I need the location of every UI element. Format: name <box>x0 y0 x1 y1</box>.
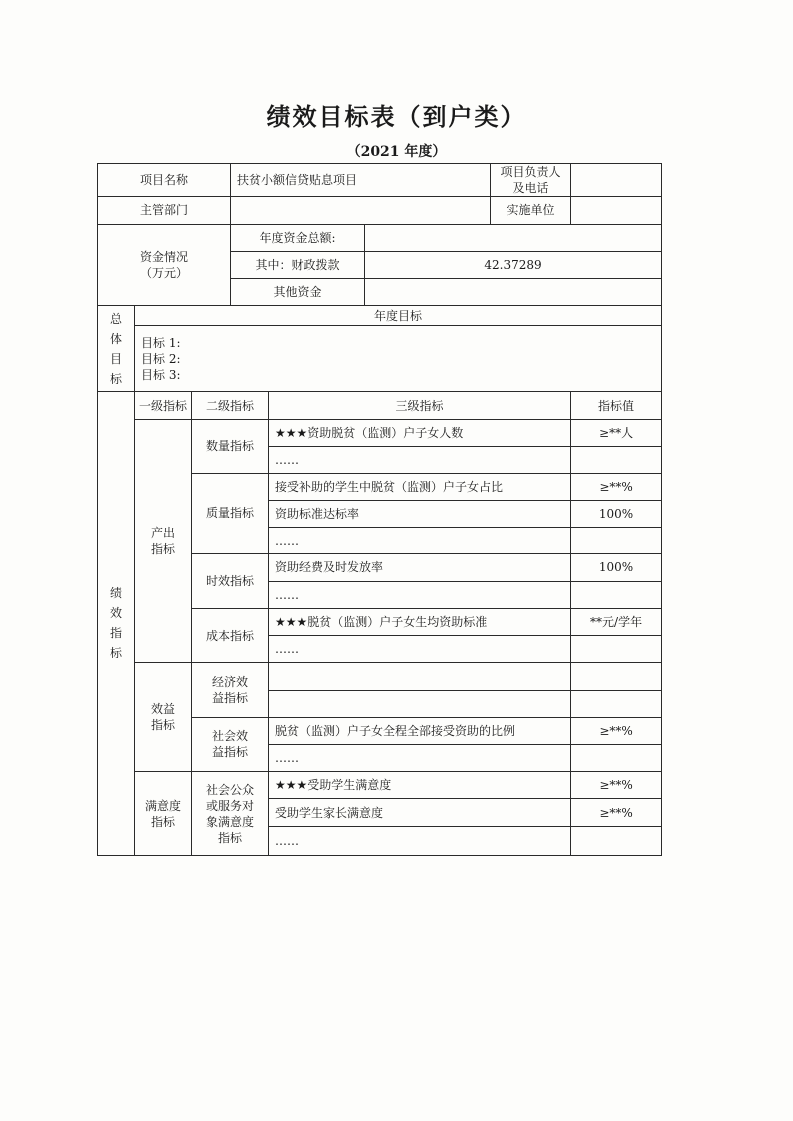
annual-goal-label: 年度目标 <box>135 306 662 326</box>
timeliness-indicator-label: 时效指标 <box>192 554 269 608</box>
performance-indicators-label-text: 绩效指标 <box>109 586 122 661</box>
performance-target-form <box>97 163 661 856</box>
quantity-value-2 <box>571 447 662 473</box>
dept-value <box>231 197 491 224</box>
cost-item-2: …… <box>269 636 571 663</box>
responsible-value <box>571 164 662 197</box>
cost-indicator-label: 成本指标 <box>192 608 269 662</box>
performance-indicators-label <box>98 391 135 855</box>
funds-total-label: 年度资金总额: <box>231 224 365 251</box>
economic-item-1 <box>269 663 571 690</box>
satisfaction-item-3: …… <box>269 826 571 855</box>
social-value-1: ≥**% <box>571 717 662 744</box>
quality-item-1: 接受补助的学生中脱贫（监测）户子女占比 <box>269 473 571 500</box>
annual-goal-header-row <box>98 306 662 326</box>
project-name-label: 项目名称 <box>98 164 231 197</box>
responsible-label: 项目负责人及电话 <box>491 164 571 197</box>
table-row <box>98 772 662 799</box>
annual-goals-row <box>98 326 662 392</box>
timeliness-item-2: …… <box>269 581 571 608</box>
quality-item-2: 资助标准达标率 <box>269 500 571 527</box>
timeliness-item-1: 资助经费及时发放率 <box>269 554 571 581</box>
impl-unit-value <box>571 197 662 224</box>
quality-value-2: 100% <box>571 500 662 527</box>
department-row <box>98 197 662 224</box>
funds-fiscal-label: 其中：财政拨款 <box>231 251 365 278</box>
timeliness-value-1: 100% <box>571 554 662 581</box>
overall-goal-label-text: 总体目标 <box>109 311 122 386</box>
dept-label: 主管部门 <box>98 197 231 224</box>
satisfaction-value-3 <box>571 826 662 855</box>
economic-benefit-label: 经济效益指标 <box>192 663 269 717</box>
benefit-indicator-label: 效益指标 <box>135 663 192 772</box>
funds-label <box>98 224 231 306</box>
document-title: 绩效目标表（到户类） <box>266 102 527 131</box>
public-satisfaction-label: 社会公众或服务对象满意度指标 <box>192 772 269 856</box>
quantity-indicator-label: 数量指标 <box>192 420 269 473</box>
satisfaction-value-1: ≥**% <box>571 772 662 799</box>
cost-item-1: ★★★脱贫（监测）户子女生均资助标准 <box>269 608 571 635</box>
cost-value-2 <box>571 636 662 663</box>
table-row <box>98 663 662 690</box>
impl-unit-label: 实施单位 <box>491 197 571 224</box>
overall-goal-label <box>98 306 135 392</box>
social-value-2 <box>571 744 662 771</box>
funds-total-value <box>365 224 662 251</box>
social-item-2: …… <box>269 744 571 771</box>
col-level3-header: 三级指标 <box>269 391 571 419</box>
col-level2-header: 二级指标 <box>192 391 269 419</box>
social-item-1: 脱贫（监测）户子女全程全部接受资助的比例 <box>269 717 571 744</box>
cost-value-1: **元/学年 <box>571 608 662 635</box>
output-indicator-label: 产出指标 <box>135 420 192 663</box>
satisfaction-indicator-label: 满意度指标 <box>135 772 192 856</box>
goal-2: 目标 2: <box>141 351 181 366</box>
goal-3: 目标 3: <box>141 367 181 382</box>
funds-other-label: 其他资金 <box>231 278 365 305</box>
quantity-value-1: ≥**人 <box>571 420 662 447</box>
performance-table <box>97 163 662 856</box>
quantity-item-1: ★★★资助脱贫（监测）户子女人数 <box>269 420 571 447</box>
quantity-item-2: …… <box>269 447 571 473</box>
project-name-row <box>98 164 662 197</box>
project-name-value: 扶贫小额信贷贴息项目 <box>231 164 491 197</box>
satisfaction-item-1: ★★★受助学生满意度 <box>269 772 571 799</box>
funds-label-text: 资金情况（万元） <box>140 249 189 280</box>
indicators-header-row <box>98 391 662 419</box>
goal-1: 目标 1: <box>141 335 181 350</box>
quality-value-3 <box>571 528 662 554</box>
economic-value-1 <box>571 663 662 690</box>
economic-value-2 <box>571 690 662 717</box>
timeliness-value-2 <box>571 581 662 608</box>
quality-value-1: ≥**% <box>571 473 662 500</box>
social-benefit-label: 社会效益指标 <box>192 717 269 771</box>
col-level1-header: 一级指标 <box>135 391 192 419</box>
table-row <box>98 420 662 447</box>
quality-indicator-label: 质量指标 <box>192 473 269 554</box>
quality-item-3: …… <box>269 528 571 554</box>
satisfaction-value-2: ≥**% <box>571 799 662 826</box>
economic-item-2 <box>269 690 571 717</box>
satisfaction-item-2: 受助学生家长满意度 <box>269 799 571 826</box>
annual-goals-cell <box>135 326 662 392</box>
funds-other-value <box>365 278 662 305</box>
funds-fiscal-value: 42.37289 <box>365 251 662 278</box>
document-subtitle: （2021 年度） <box>346 144 447 160</box>
funds-total-row <box>98 224 662 251</box>
col-value-header: 指标值 <box>571 391 662 419</box>
